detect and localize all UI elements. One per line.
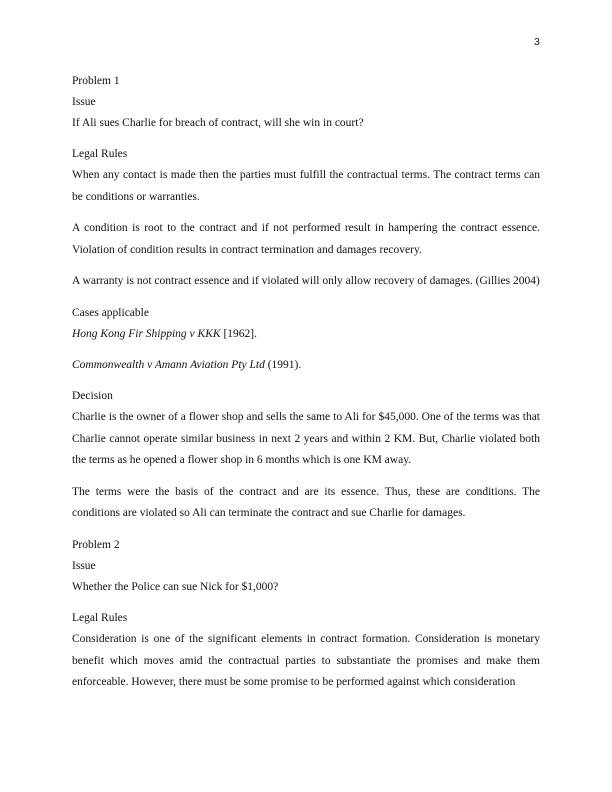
page-number: 3 bbox=[534, 36, 540, 48]
problem2-issue-label: Issue bbox=[72, 559, 96, 572]
case-citation-1 bbox=[72, 324, 540, 345]
problem1-rules-paragraph-2: A condition is root to the contract and if not performed result in hampering the contract essence. Violation of condition results in contract termination and damages recovery. bbox=[72, 222, 540, 256]
problem1-issue-label: Issue bbox=[72, 96, 96, 108]
problem1-rules-label: Legal Rules bbox=[72, 148, 128, 160]
problem2-heading: Problem 2 bbox=[72, 538, 120, 551]
case-citation-2 bbox=[72, 355, 540, 376]
problem1-rules-paragraph-3: A warranty is not contract essence and if violated will only allow recovery of damages. (Gillies 2004) bbox=[72, 275, 540, 288]
case-1-name: Hong Kong Fir Shipping v KKK bbox=[72, 327, 221, 340]
problem2-rules-label: Legal Rules bbox=[72, 611, 128, 624]
problem1-decision-paragraph-2: The terms were the basis of the contract and are its essence. Thus, these are conditions. The conditions are violated so Ali can terminate the contract and sue Charlie for damages. bbox=[72, 485, 540, 520]
problem1-decision-label: Decision bbox=[72, 389, 113, 402]
problem2-issue-text: Whether the Police can sue Nick for $1,000? bbox=[72, 580, 279, 593]
problem1-issue-text: If Ali sues Charlie for breach of contract, will she win in court? bbox=[72, 117, 364, 129]
case-2-year: (1991). bbox=[264, 358, 302, 371]
case-1-year: [1962]. bbox=[220, 327, 257, 340]
problem1-decision-paragraph-1: Charlie is the owner of a flower shop and sells the same to Ali for $45,000. One of the terms was that Charlie cannot operate similar business in next 2 years and within 2 KM. But, Charlie violated both the terms as he opened a flower shop in 6 months which is one KM away. bbox=[72, 410, 540, 467]
problem2-rules-paragraph-1: Consideration is one of the significant elements in contract formation. Consideration is monetary benefit which moves amid the contractual parties to substantiate the promises and make them enforceable. However, there must be some promise to be performed against which consideration bbox=[72, 632, 540, 689]
problem1-cases-label: Cases applicable bbox=[72, 306, 149, 319]
problem1-rules-paragraph-1: When any contact is made then the parties must fulfill the contractual terms. The contract terms can be conditions or warranties. bbox=[72, 169, 540, 203]
problem1-heading: Problem 1 bbox=[72, 75, 120, 87]
page-content bbox=[72, 71, 540, 694]
case-2-name: Commonwealth v Amann Aviation Pty Ltd bbox=[72, 358, 265, 371]
